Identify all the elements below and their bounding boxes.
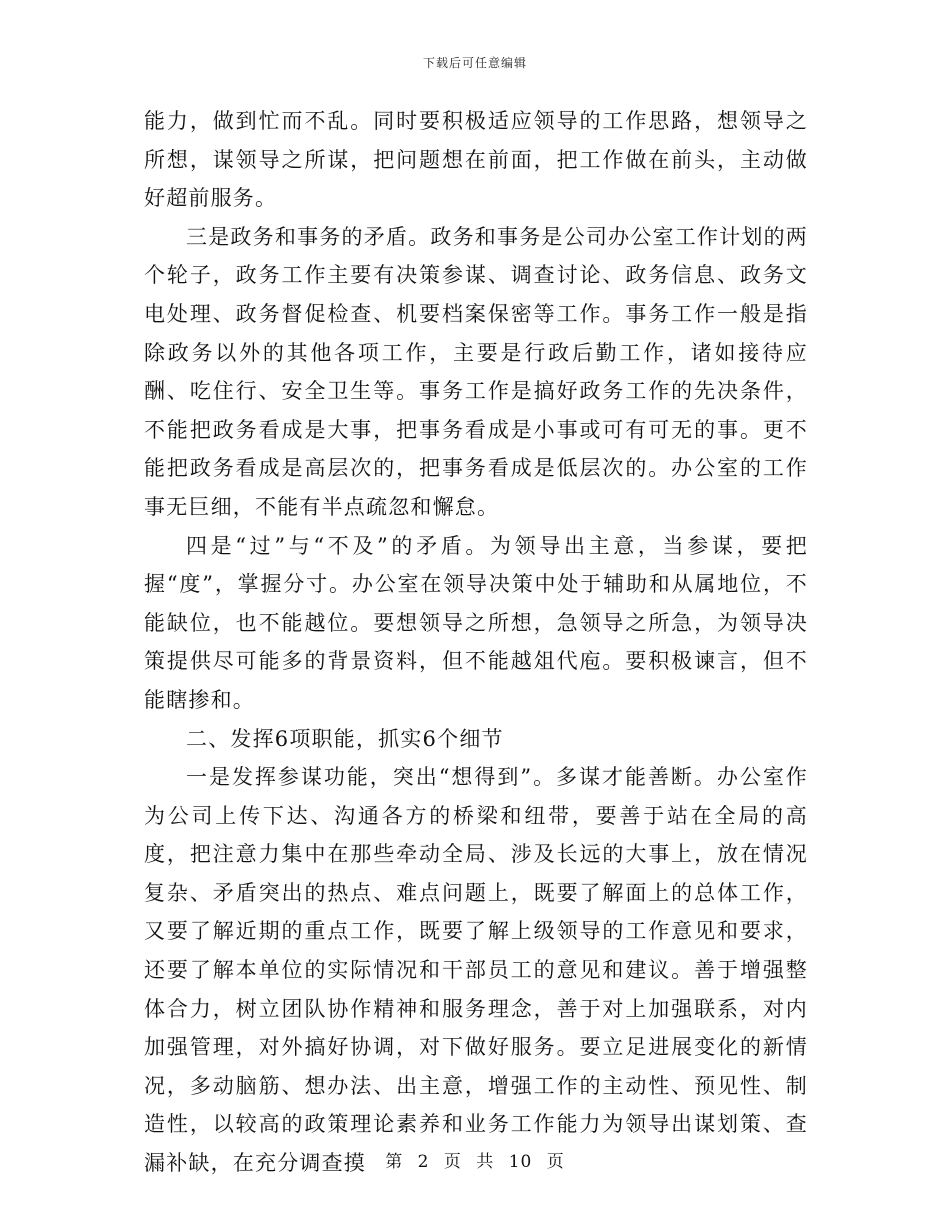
- paragraph-contradiction-four: 四是“过”与“不及”的矛盾。为领导出主意，当参谋，要把握“度”，掌握分寸。办公室在领导决策中处于辅助和从属地位，不能缺位，也不能越位。要想领导之所想，急领导之所急，为领导决策提供尽可能多的背景资料，但不能越俎代庖。要积极谏言，但不能瞎掺和。: [144, 533, 808, 712]
- section-heading: 二、发挥6项职能，抓实6个细节: [186, 726, 504, 751]
- paragraph-continuation: 能力，做到忙而不乱。同时要积极适应领导的工作思路，想领导之所想，谋领导之所谋，把问题想在前面，把工作做在前头，主动做好超前服务。: [144, 109, 808, 211]
- page-header: 下载后可任意编辑: [422, 56, 527, 70]
- paragraph-contradiction-three: 三是政务和事务的矛盾。政务和事务是公司办公室工作计划的两个轮子，政务工作主要有决策参谋、调查讨论、政务信息、政务文电处理、政务督促检查、机要档案保密等工作。事务工作一般是指除政务以外的其他各项工作，主要是行政后勤工作，诸如接待应酬、吃住行、安全卫生等。事务工作是搞好政务工作的先决条件，不能把政务看成是大事，把事务看成是小事或可有可无的事。更不能把政务看成是高层次的，把事务看成是低层次的。办公室的工作事无巨细，不能有半点疏忽和懈怠。: [144, 224, 808, 519]
- page-footer: 第 2 页 共 10 页: [385, 1152, 565, 1172]
- document-body: [144, 102, 808, 1183]
- paragraph-function-one: 一是发挥参谋功能，突出“想得到”。多谋才能善断。办公室作为公司上传下达、沟通各方的桥梁和纽带，要善于站在全局的高度，把注意力集中在那些牵动全局、涉及长远的大事上，放在情况复杂、矛盾突出的热点、难点问题上，既要了解面上的总体工作，又要了解近期的重点工作，既要了解上级领导的工作意见和要求，还要了解本单位的实际情况和干部员工的意见和建议。善于增强整体合力，树立团队协作精神和服务理念，善于对上加强联系，对内加强管理，对外搞好协调，对下做好服务。要立足进展变化的新情况，多动脑筋、想办法、出主意，增强工作的主动性、预见性、制造性，以较高的政策理论素养和业务工作能力为领导出谋划策、查漏补缺，在充分调查摸: [144, 765, 808, 1176]
